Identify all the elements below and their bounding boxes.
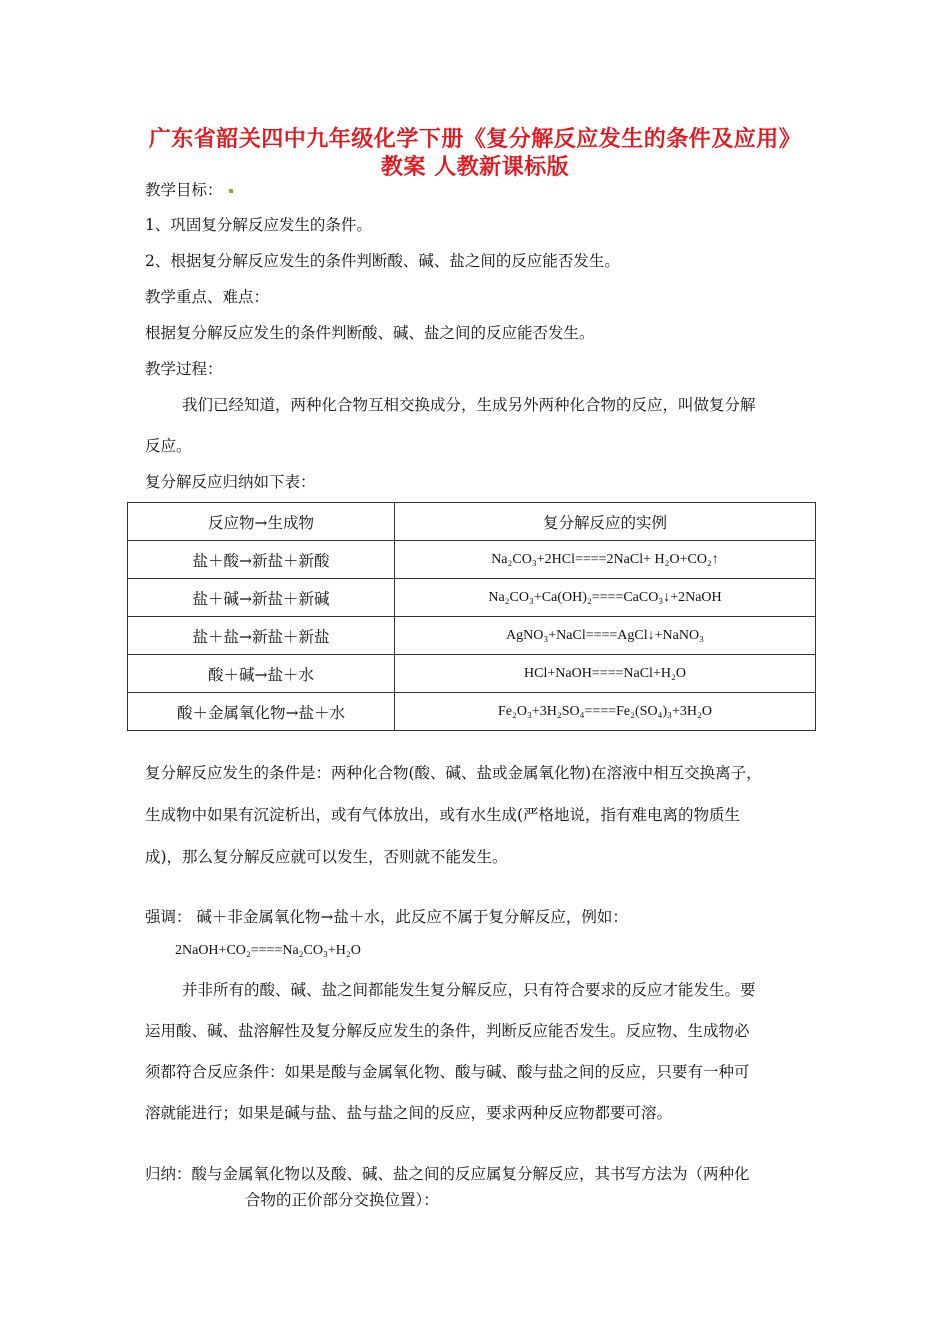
emphasis-formula: 2NaOH+CO₂====Na₂CO₃+H₂O <box>175 943 361 958</box>
table-cell-example: AgNO₃+NaCl====AgCl↓+NaNO₃ <box>395 617 816 655</box>
table-row <box>128 541 816 579</box>
goal-1: 1、巩固复分解反应发生的条件。 <box>145 216 372 234</box>
goal-2: 2、根据复分解反应发生的条件判断酸、碱、盐之间的反应能否发生。 <box>145 252 620 270</box>
goal-heading-row <box>145 178 233 200</box>
goal-heading: 教学目标： <box>145 181 223 199</box>
document-title-line-2: 教案 人教新课标版 <box>380 155 570 180</box>
summary-line-2: 合物的正价部分交换位置）： <box>245 1191 439 1209</box>
table-header-row <box>128 503 816 541</box>
document-title-line-1: 广东省韶关四中九年级化学下册《复分解反应发生的条件及应用》 <box>148 127 802 152</box>
table-header-cell: 反应物→生成物 <box>128 503 395 541</box>
table-row <box>128 693 816 731</box>
table-row <box>128 655 816 693</box>
table-row <box>128 617 816 655</box>
table-cell-reaction-type: 盐＋碱→新盐＋新碱 <box>128 579 395 617</box>
reaction-summary-table <box>127 502 816 731</box>
mark-dot-icon <box>229 189 233 193</box>
table-intro: 复分解反应归纳如下表： <box>145 473 316 491</box>
key-text: 根据复分解反应发生的条件判断酸、碱、盐之间的反应能否发生。 <box>145 324 595 342</box>
emphasis-line: 强调： 碱＋非金属氧化物→盐＋水，此反应不属于复分解反应，例如： <box>145 908 628 926</box>
conditions-line-2: 生成物中如果有沉淀析出，或有气体放出，或有水生成(严格地说，指有难电离的物质生 <box>145 806 741 824</box>
table-cell-example: HCl+NaOH====NaCl+H₂O <box>395 655 816 693</box>
table-cell-reaction-type: 盐＋酸→新盐＋新酸 <box>128 541 395 579</box>
table-cell-reaction-type: 盐＋盐→新盐＋新盐 <box>128 617 395 655</box>
table-header-cell: 复分解反应的实例 <box>395 503 816 541</box>
table-cell-example: Na₂CO₃+Ca(OH)₂====CaCO₃↓+2NaOH <box>395 579 816 617</box>
solubility-line-2: 运用酸、碱、盐溶解性及复分解反应发生的条件，判断反应能否发生。反应物、生成物必 <box>145 1022 750 1040</box>
solubility-line-3: 须都符合反应条件：如果是酸与金属氧化物、酸与碱、酸与盐之间的反应，只要有一种可 <box>145 1063 750 1081</box>
table-cell-example: Fe₂O₃+3H₂SO₄====Fe₂(SO₄)₃+3H₂O <box>395 693 816 731</box>
table-row <box>128 579 816 617</box>
solubility-line-4: 溶就能进行；如果是碱与盐、盐与盐之间的反应，要求两种反应物都要可溶。 <box>145 1104 673 1122</box>
key-heading: 教学重点、难点： <box>145 288 270 306</box>
conditions-line-1: 复分解反应发生的条件是：两种化合物(酸、碱、盐或金属氧化物)在溶液中相互交换离子， <box>145 764 762 782</box>
table-cell-reaction-type: 酸＋碱→盐＋水 <box>128 655 395 693</box>
conditions-line-3: 成)，那么复分解反应就可以发生，否则就不能发生。 <box>145 848 508 866</box>
solubility-line-1: 并非所有的酸、碱、盐之间都能发生复分解反应，只有符合要求的反应才能发生。要 <box>182 981 756 999</box>
intro-line-2: 反应。 <box>145 437 192 455</box>
intro-line-1: 我们已经知道，两种化合物互相交换成分，生成另外两种化合物的反应，叫做复分解 <box>182 396 756 414</box>
process-heading: 教学过程： <box>145 360 223 378</box>
table-cell-example: Na₂CO₃+2HCl====2NaCl+ H₂O+CO₂↑ <box>395 541 816 579</box>
summary-line-1: 归纳：酸与金属氧化物以及酸、碱、盐之间的反应属复分解反应，其书写方法为（两种化 <box>145 1165 750 1183</box>
table-cell-reaction-type: 酸＋金属氧化物→盐＋水 <box>128 693 395 731</box>
